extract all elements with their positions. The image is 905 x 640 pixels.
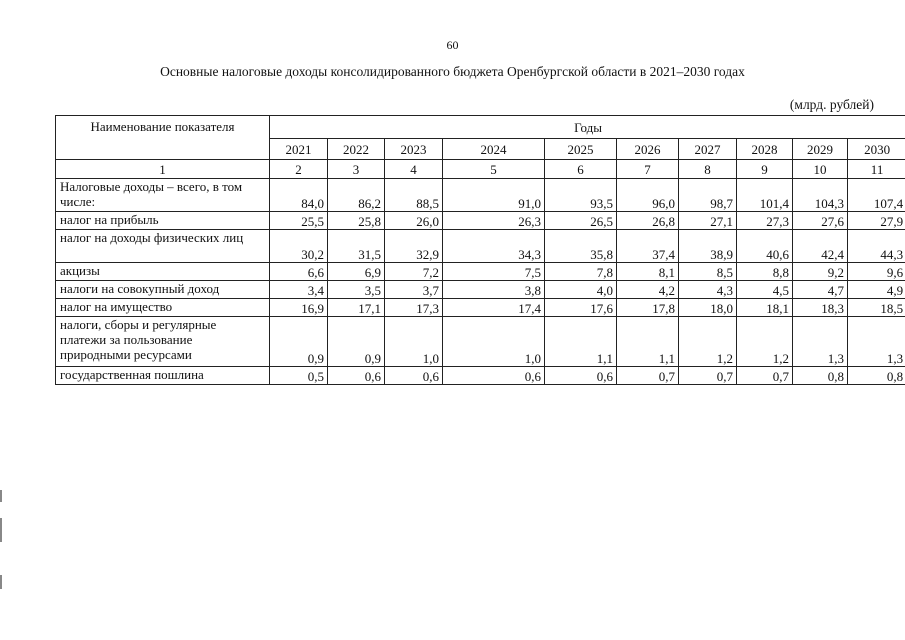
value-cell: 0,9 <box>270 317 328 367</box>
value-cell: 1,2 <box>737 317 793 367</box>
value-cell: 9,6 <box>848 263 905 281</box>
column-number-cell: 3 <box>328 160 385 179</box>
value-cell: 0,8 <box>793 367 848 385</box>
value-cell: 88,5 <box>385 179 443 212</box>
column-number-cell: 6 <box>545 160 617 179</box>
column-number-cell: 1 <box>56 160 270 179</box>
value-cell: 96,0 <box>617 179 679 212</box>
value-cell: 0,5 <box>270 367 328 385</box>
value-cell: 3,8 <box>443 281 545 299</box>
column-number-cell: 10 <box>793 160 848 179</box>
page-number: 60 <box>446 38 459 52</box>
column-number-row <box>56 160 905 179</box>
value-cell: 93,5 <box>545 179 617 212</box>
value-cell: 6,9 <box>328 263 385 281</box>
value-cell: 0,6 <box>385 367 443 385</box>
value-cell: 1,1 <box>617 317 679 367</box>
value-cell: 84,0 <box>270 179 328 212</box>
value-cell: 42,4 <box>793 230 848 263</box>
margin-mark <box>0 518 2 542</box>
column-number-cell: 2 <box>270 160 328 179</box>
value-cell: 4,0 <box>545 281 617 299</box>
value-cell: 9,2 <box>793 263 848 281</box>
value-cell: 35,8 <box>545 230 617 263</box>
value-cell: 3,4 <box>270 281 328 299</box>
value-cell: 7,8 <box>545 263 617 281</box>
year-header-cell: 2021 <box>270 139 328 160</box>
margin-mark <box>0 575 2 589</box>
value-cell: 27,6 <box>793 212 848 230</box>
value-cell: 17,3 <box>385 299 443 317</box>
row-label: налог на доходы физических лиц <box>56 230 270 263</box>
value-cell: 107,4 <box>848 179 905 212</box>
value-cell: 4,5 <box>737 281 793 299</box>
year-header-cell: 2027 <box>679 139 737 160</box>
value-cell: 0,9 <box>328 317 385 367</box>
value-cell: 17,8 <box>617 299 679 317</box>
table-row <box>56 317 905 367</box>
row-label: налог на прибыль <box>56 212 270 230</box>
value-cell: 27,3 <box>737 212 793 230</box>
value-cell: 34,3 <box>443 230 545 263</box>
table-body <box>56 179 905 385</box>
table-row <box>56 367 905 385</box>
value-cell: 3,7 <box>385 281 443 299</box>
year-header-cell: 2022 <box>328 139 385 160</box>
value-cell: 98,7 <box>679 179 737 212</box>
value-cell: 0,7 <box>679 367 737 385</box>
column-number-cell: 5 <box>443 160 545 179</box>
units-label: (млрд. рублей) <box>789 97 874 112</box>
value-cell: 4,7 <box>793 281 848 299</box>
table-row <box>56 263 905 281</box>
value-cell: 104,3 <box>793 179 848 212</box>
value-cell: 1,0 <box>443 317 545 367</box>
value-cell: 40,6 <box>737 230 793 263</box>
value-cell: 44,3 <box>848 230 905 263</box>
value-cell: 0,6 <box>328 367 385 385</box>
year-header-cell: 2029 <box>793 139 848 160</box>
value-cell: 101,4 <box>737 179 793 212</box>
row-label: государственная пошлина <box>56 367 270 385</box>
value-cell: 1,2 <box>679 317 737 367</box>
value-cell: 1,3 <box>848 317 905 367</box>
year-header-cell: 2028 <box>737 139 793 160</box>
value-cell: 25,8 <box>328 212 385 230</box>
year-header-cell: 2030 <box>848 139 905 160</box>
value-cell: 0,6 <box>545 367 617 385</box>
value-cell: 91,0 <box>443 179 545 212</box>
value-cell: 1,0 <box>385 317 443 367</box>
value-cell: 7,5 <box>443 263 545 281</box>
value-cell: 18,0 <box>679 299 737 317</box>
year-header-cell: 2025 <box>545 139 617 160</box>
value-cell: 30,2 <box>270 230 328 263</box>
value-cell: 86,2 <box>328 179 385 212</box>
value-cell: 0,6 <box>443 367 545 385</box>
value-cell: 26,0 <box>385 212 443 230</box>
column-number-cell: 7 <box>617 160 679 179</box>
indicator-name-header: Наименование показателя <box>56 116 270 160</box>
header-row-top <box>56 116 905 139</box>
value-cell: 16,9 <box>270 299 328 317</box>
years-header: Годы <box>270 116 905 139</box>
table-row <box>56 179 905 212</box>
column-number-cell: 4 <box>385 160 443 179</box>
value-cell: 25,5 <box>270 212 328 230</box>
value-cell: 6,6 <box>270 263 328 281</box>
document-title: Основные налоговые доходы консолидированного бюджета Оренбургской области в 2021–2030 годах <box>160 64 745 79</box>
value-cell: 7,2 <box>385 263 443 281</box>
value-cell: 18,5 <box>848 299 905 317</box>
value-cell: 8,1 <box>617 263 679 281</box>
value-cell: 26,3 <box>443 212 545 230</box>
value-cell: 18,3 <box>793 299 848 317</box>
value-cell: 4,2 <box>617 281 679 299</box>
margin-mark <box>0 490 2 502</box>
row-label: акцизы <box>56 263 270 281</box>
year-header-cell: 2026 <box>617 139 679 160</box>
value-cell: 18,1 <box>737 299 793 317</box>
value-cell: 0,7 <box>737 367 793 385</box>
row-label: налоги, сборы и регулярные платежи за пользование природными ресурсами <box>56 317 270 367</box>
column-number-cell: 8 <box>679 160 737 179</box>
value-cell: 17,4 <box>443 299 545 317</box>
value-cell: 0,7 <box>617 367 679 385</box>
table-row <box>56 281 905 299</box>
value-cell: 3,5 <box>328 281 385 299</box>
value-cell: 27,1 <box>679 212 737 230</box>
row-label: налог на имущество <box>56 299 270 317</box>
table-row <box>56 299 905 317</box>
value-cell: 38,9 <box>679 230 737 263</box>
table-row <box>56 212 905 230</box>
tax-revenue-table <box>55 115 905 385</box>
value-cell: 26,8 <box>617 212 679 230</box>
value-cell: 32,9 <box>385 230 443 263</box>
value-cell: 8,8 <box>737 263 793 281</box>
row-label: налоги на совокупный доход <box>56 281 270 299</box>
value-cell: 17,6 <box>545 299 617 317</box>
year-header-cell: 2024 <box>443 139 545 160</box>
value-cell: 17,1 <box>328 299 385 317</box>
value-cell: 1,3 <box>793 317 848 367</box>
value-cell: 0,8 <box>848 367 905 385</box>
row-label: Налоговые доходы – всего, в том числе: <box>56 179 270 212</box>
year-header-cell: 2023 <box>385 139 443 160</box>
value-cell: 37,4 <box>617 230 679 263</box>
value-cell: 26,5 <box>545 212 617 230</box>
value-cell: 27,9 <box>848 212 905 230</box>
value-cell: 31,5 <box>328 230 385 263</box>
value-cell: 4,9 <box>848 281 905 299</box>
value-cell: 1,1 <box>545 317 617 367</box>
column-number-cell: 11 <box>848 160 905 179</box>
table-row <box>56 230 905 263</box>
value-cell: 8,5 <box>679 263 737 281</box>
value-cell: 4,3 <box>679 281 737 299</box>
column-number-cell: 9 <box>737 160 793 179</box>
